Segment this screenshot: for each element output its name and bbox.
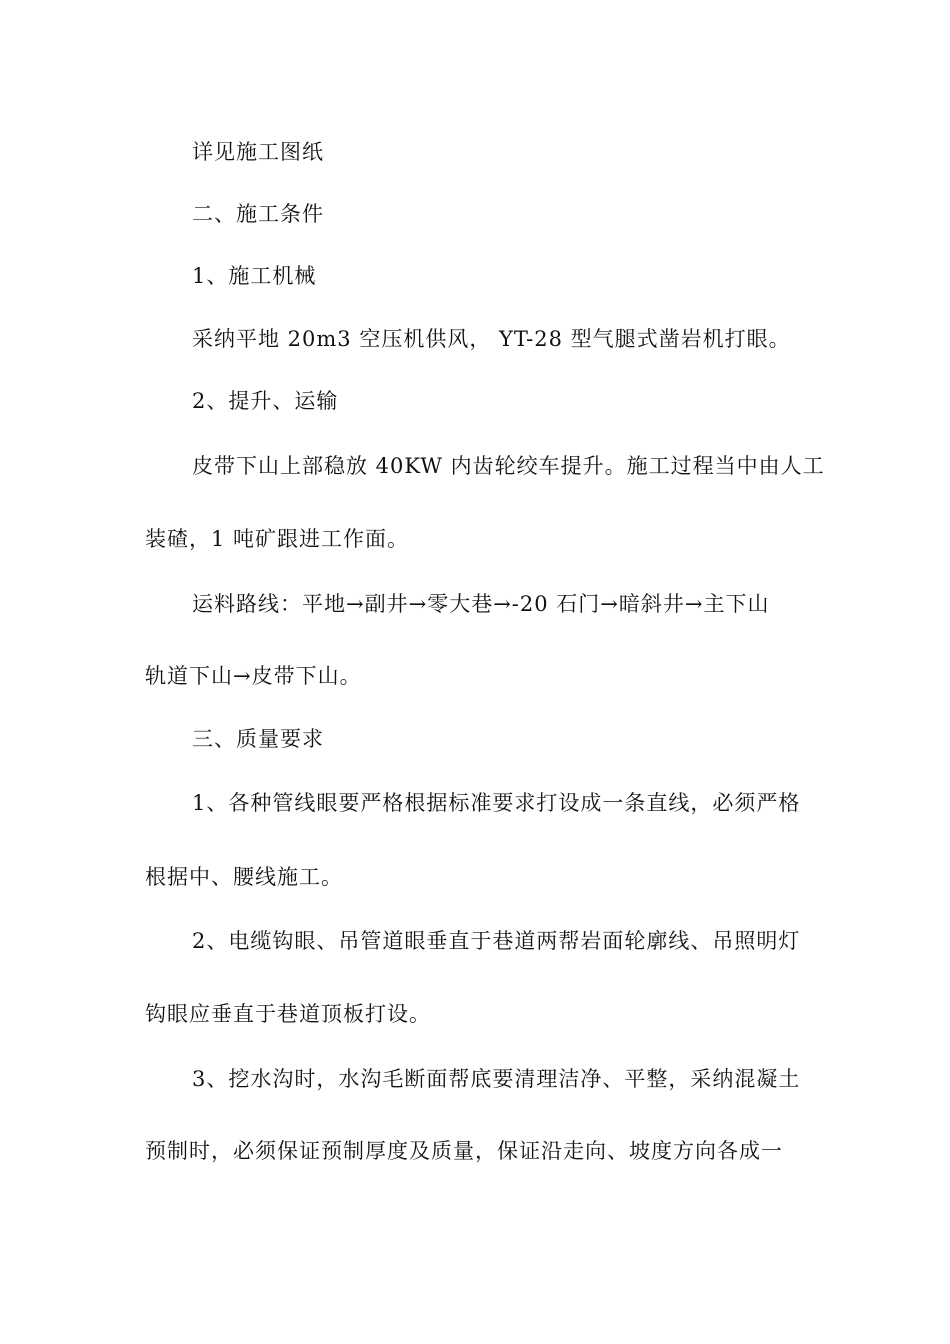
paragraph-line: 3、挖水沟时，水沟毛断面帮底要清理洁净、平整，采纳混凝土 <box>192 1067 801 1091</box>
text-line: 采纳平地 20m3 空压机供风， YT-28 型气腿式凿岩机打眼。 <box>192 327 791 351</box>
paragraph-line: 2、电缆钩眼、吊管道眼垂直于巷道两帮岩面轮廓线、吊照明灯 <box>192 929 801 953</box>
paragraph-line: 1、各种管线眼要严格根据标准要求打设成一条直线，必须严格 <box>192 791 801 815</box>
paragraph-continuation: 轨道下山→皮带下山。 <box>145 664 362 688</box>
paragraph-line: 皮带下山上部稳放 40KW 内齿轮绞车提升。施工过程当中由人工 <box>192 454 825 478</box>
paragraph-line: 运料路线：平地→副井→零大巷→-20 石门→暗斜井→主下山 <box>192 592 770 616</box>
paragraph-continuation: 装碴，1 吨矿跟进工作面。 <box>145 527 410 551</box>
paragraph-continuation: 钩眼应垂直于巷道顶板打设。 <box>145 1002 431 1026</box>
subsection-heading: 1、施工机械 <box>192 264 317 288</box>
paragraph-continuation: 根据中、腰线施工。 <box>145 865 343 889</box>
section-heading: 二、施工条件 <box>192 202 324 226</box>
subsection-heading: 2、提升、运输 <box>192 389 339 413</box>
section-heading: 三、质量要求 <box>192 727 324 751</box>
text-line: 详见施工图纸 <box>192 140 324 164</box>
paragraph-continuation: 预制时，必须保证预制厚度及质量，保证沿走向、坡度方向各成一 <box>145 1139 783 1163</box>
